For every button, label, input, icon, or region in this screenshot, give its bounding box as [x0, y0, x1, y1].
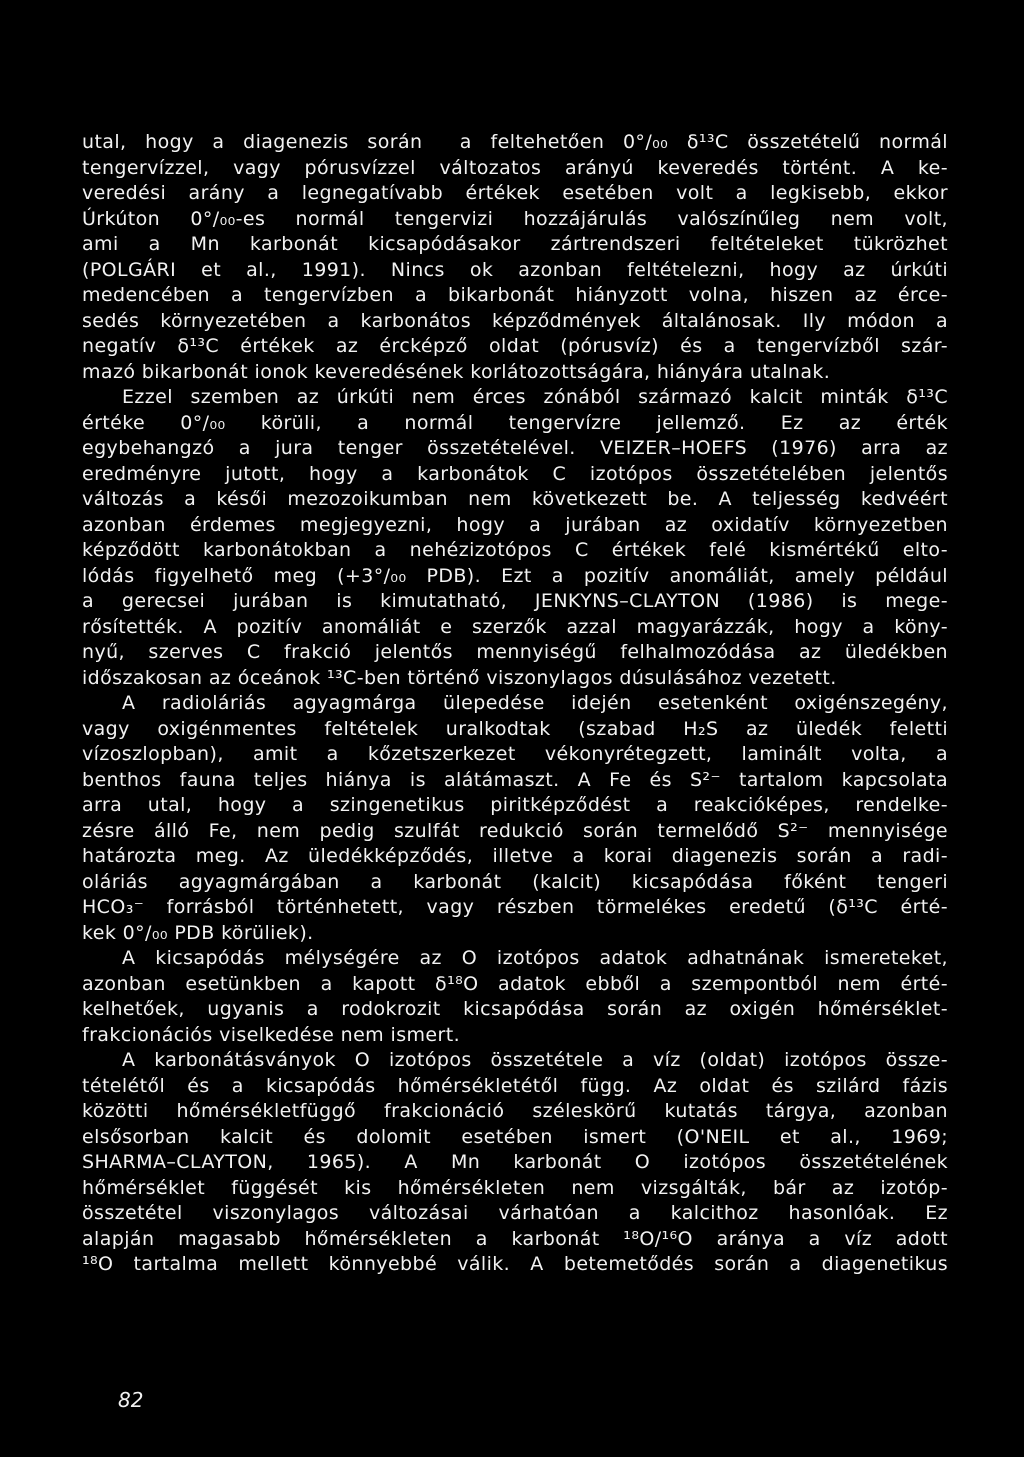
text-line: a gerecsei jurában is kimutatható, JENKYNS–CLAYTON (1986) is mege- — [82, 590, 948, 612]
text-line: ¹⁸O tartalma mellett könnyebbé válik. A betemetődés során a diagenetikus — [82, 1253, 948, 1275]
text-line: kek 0°/₀₀ PDB körüliek). — [82, 921, 314, 944]
text-line: közötti hőmérsékletfüggő frakcionáció széleskörű kutatás tárgya, azonban — [82, 1100, 948, 1122]
text-line: Úrkúton 0°/₀₀-es normál tengervizi hozzájárulás valószínűleg nem volt, — [82, 207, 948, 230]
text-line: A radioláriás agyagmárga ülepedése idején esetenként oxigénszegény, — [122, 692, 948, 714]
text-line: időszakosan az óceánok ¹³C-ben történő viszonylagos dúsulásához vezetett. — [82, 666, 837, 689]
text-line: arra utal, hogy a szingenetikus piritképződést a reakcióképes, rendelke- — [82, 794, 948, 816]
text-line: utal, hogy a diagenezis során a feltehetően 0°/₀₀ δ¹³C összetételű normál — [82, 131, 948, 153]
text-line: tengervízzel, vagy pórusvízzel változatos arányú keveredés történt. A ke- — [82, 156, 948, 179]
text-line: azonban érdemes megjegyezni, hogy a jurában az oxidatív környezetben — [82, 513, 948, 536]
text-line: A karbonátásványok O izotópos összetétele a víz (oldat) izotópos össze- — [122, 1049, 948, 1071]
text-line: hőmérséklet függését kis hőmérsékleten nem vizsgálták, bár az izotóp- — [82, 1176, 948, 1199]
text-line: veredési arány a legnegatívabb értékek esetében volt a legkisebb, ekkor — [82, 182, 948, 204]
text-line: frakcionációs viselkedése nem ismert. — [82, 1023, 461, 1046]
text-line: változás a késői mezozoikumban nem következett be. A teljesség kedvéért — [82, 488, 948, 510]
text-line: (POLGÁRI et al., 1991). Nincs ok azonban feltételezni, hogy az úrkúti — [82, 258, 948, 281]
text-line: ami a Mn karbonát kicsapódásakor zártrendszeri feltételeket tükrözhet — [82, 233, 948, 255]
text-line: elsősorban kalcit és dolomit esetében ismert (O'NEIL et al., 1969; — [82, 1125, 948, 1148]
text-line: HCO₃⁻ forrásból történhetett, vagy részben törmelékes eredetű (δ¹³C érté- — [82, 896, 948, 918]
text-line: eredményre jutott, hogy a karbonátok C izotópos összetételében jelentős — [82, 462, 948, 485]
text-line: SHARMA–CLAYTON, 1965). A Mn karbonát O izotópos összetételének — [82, 1151, 948, 1173]
text-line: kelhetőek, ugyanis a rodokrozit kicsapódása során az oxigén hőmérséklet- — [82, 998, 948, 1020]
text-line: negatív δ¹³C értékek az ércképző oldat (pórusvíz) és a tengervízből szár- — [82, 335, 948, 357]
text-line: rősítették. A pozitív anomáliát e szerzők azzal magyarázzák, hogy a köny- — [82, 615, 948, 638]
text-line: mazó bikarbonát ionok keveredésének korlátozottságára, hiányára utalnak. — [82, 360, 831, 383]
text-line: zésre álló Fe, nem pedig szulfát redukció során termelődő S²⁻ mennyisége — [82, 819, 948, 842]
text-line: lódás figyelhető meg (+3°/₀₀ PDB). Ezt a pozitív anomáliát, amely például — [82, 564, 948, 587]
text-line: sedés környezetében a karbonátos képződmények általánosak. Ily módon a — [82, 309, 948, 332]
text-line: A kicsapódás mélységére az O izotópos adatok adhatnának ismereteket, — [122, 947, 948, 969]
text-line: oláriás agyagmárgában a karbonát (kalcit) kicsapódása főként tengeri — [82, 870, 948, 893]
document-body — [82, 130, 948, 1278]
text-line: vagy oxigénmentes feltételek uralkodtak (szabad H₂S az üledék feletti — [82, 717, 948, 740]
text-line: nyű, szerves C frakció jelentős mennyiségű felhalmozódása az üledékben — [82, 641, 948, 663]
page-number: 82 — [118, 1388, 144, 1412]
text-line: egybehangzó a jura tenger összetételével. VEIZER–HOEFS (1976) arra az — [82, 437, 948, 459]
text-line: értéke 0°/₀₀ körüli, a normál tengervízre jellemző. Ez az érték — [82, 411, 948, 434]
text-line: képződött karbonátokban a nehézizotópos C értékek felé kismértékű elto- — [82, 539, 948, 561]
text-line: azonban esetünkben a kapott δ¹⁸O adatok ebből a szempontból nem érté- — [82, 972, 948, 995]
text-line: medencében a tengervízben a bikarbonát hiányzott volna, hiszen az érce- — [82, 284, 948, 306]
text-line: vízoszlopban), amit a kőzetszerkezet vékonyrétegzett, laminált volta, a — [82, 743, 948, 765]
text-line: benthos fauna teljes hiánya is alátámaszt. A Fe és S²⁻ tartalom kapcsolata — [82, 768, 948, 791]
text-line: határozta meg. Az üledékképződés, illetve a korai diagenezis során a radi- — [82, 845, 948, 867]
text-line: tételétől és a kicsapódás hőmérsékletétől függ. Az oldat és szilárd fázis — [82, 1074, 948, 1097]
text-line: Ezzel szemben az úrkúti nem érces zónából származó kalcit minták δ¹³C — [122, 386, 948, 408]
text-line: összetétel viszonylagos változásai várhatóan a kalcithoz hasonlóak. Ez — [82, 1202, 948, 1224]
text-line: alapján magasabb hőmérsékleten a karbonát ¹⁸O/¹⁶O aránya a víz adott — [82, 1227, 948, 1250]
